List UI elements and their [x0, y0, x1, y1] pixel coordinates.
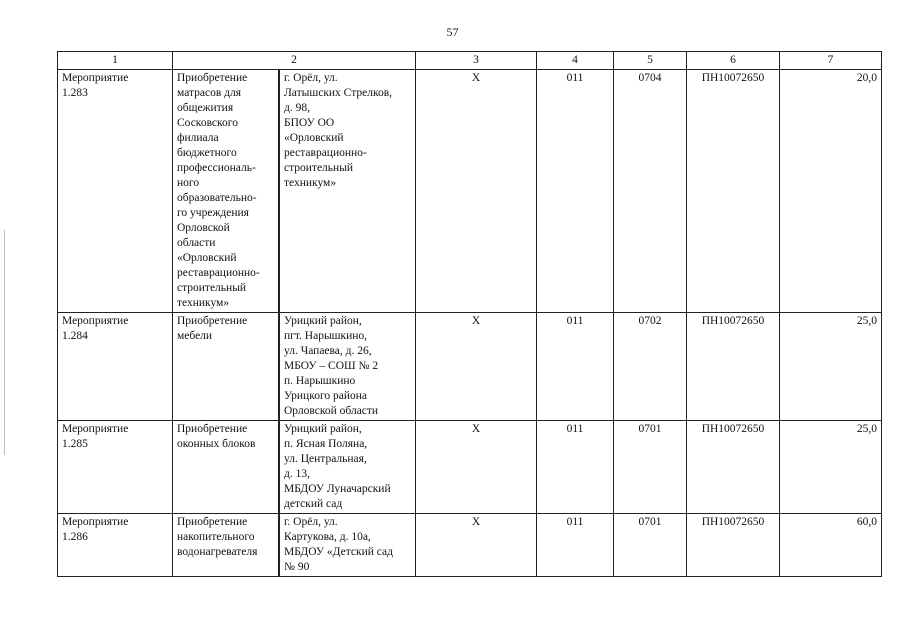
col-7-value: 60,0: [780, 514, 882, 577]
table-row: [58, 70, 882, 313]
event-address: Урицкий район, пгт. Нарышкино, ул. Чапаева, д. 26, МБОУ – СОШ № 2 п. Нарышкино Урицкого района Орловской области: [280, 313, 416, 421]
event-description: Приобретение матрасов для общежития Сосковского филиала бюджетного профессиональ- ного образовательно- го учреждения Орловской области «Орловский реставрационно- строительный техникум»: [173, 70, 280, 313]
event-name: Мероприятие 1.284: [58, 313, 173, 421]
event-name: Мероприятие 1.285: [58, 421, 173, 514]
col-7-value: 20,0: [780, 70, 882, 313]
col-6-value: ПН10072650: [687, 313, 780, 421]
col-3-value: Х: [416, 421, 537, 514]
event-description: Приобретение оконных блоков: [173, 421, 280, 514]
event-address: г. Орёл, ул. Латышских Стрелков, д. 98, БПОУ ОО «Орловский реставрационно- строительный техникум»: [280, 70, 416, 313]
col-3-value: Х: [416, 70, 537, 313]
col-4-value: 011: [537, 70, 614, 313]
header-col-2: 2: [173, 52, 416, 70]
header-col-6: 6: [687, 52, 780, 70]
header-col-7: 7: [780, 52, 882, 70]
col-6-value: ПН10072650: [687, 421, 780, 514]
table-row: [58, 421, 882, 514]
col-4-value: 011: [537, 514, 614, 577]
table-row: [58, 514, 882, 577]
col-3-value: Х: [416, 514, 537, 577]
budget-table: [57, 51, 882, 577]
col-7-value: 25,0: [780, 421, 882, 514]
page-number: 57: [446, 25, 459, 39]
table-row: [58, 313, 882, 421]
margin-scan-mark: [4, 230, 5, 455]
col-5-value: 0702: [614, 313, 687, 421]
event-description: Приобретение мебели: [173, 313, 280, 421]
header-col-4: 4: [537, 52, 614, 70]
event-description: Приобретение накопительного водонагревателя: [173, 514, 280, 577]
col-6-value: ПН10072650: [687, 70, 780, 313]
col-4-value: 011: [537, 421, 614, 514]
col-4-value: 011: [537, 313, 614, 421]
col-3-value: Х: [416, 313, 537, 421]
event-address: г. Орёл, ул. Картукова, д. 10а, МБДОУ «Детский сад № 90: [280, 514, 416, 577]
event-name: Мероприятие 1.286: [58, 514, 173, 577]
header-col-5: 5: [614, 52, 687, 70]
col-7-value: 25,0: [780, 313, 882, 421]
col-5-value: 0701: [614, 514, 687, 577]
event-address: Урицкий район, п. Ясная Поляна, ул. Центральная, д. 13, МБДОУ Луначарский детский сад: [280, 421, 416, 514]
col-6-value: ПН10072650: [687, 514, 780, 577]
col-5-value: 0701: [614, 421, 687, 514]
event-name: Мероприятие 1.283: [58, 70, 173, 313]
col-5-value: 0704: [614, 70, 687, 313]
header-row: [58, 52, 882, 70]
header-col-1: 1: [58, 52, 173, 70]
header-col-3: 3: [416, 52, 537, 70]
